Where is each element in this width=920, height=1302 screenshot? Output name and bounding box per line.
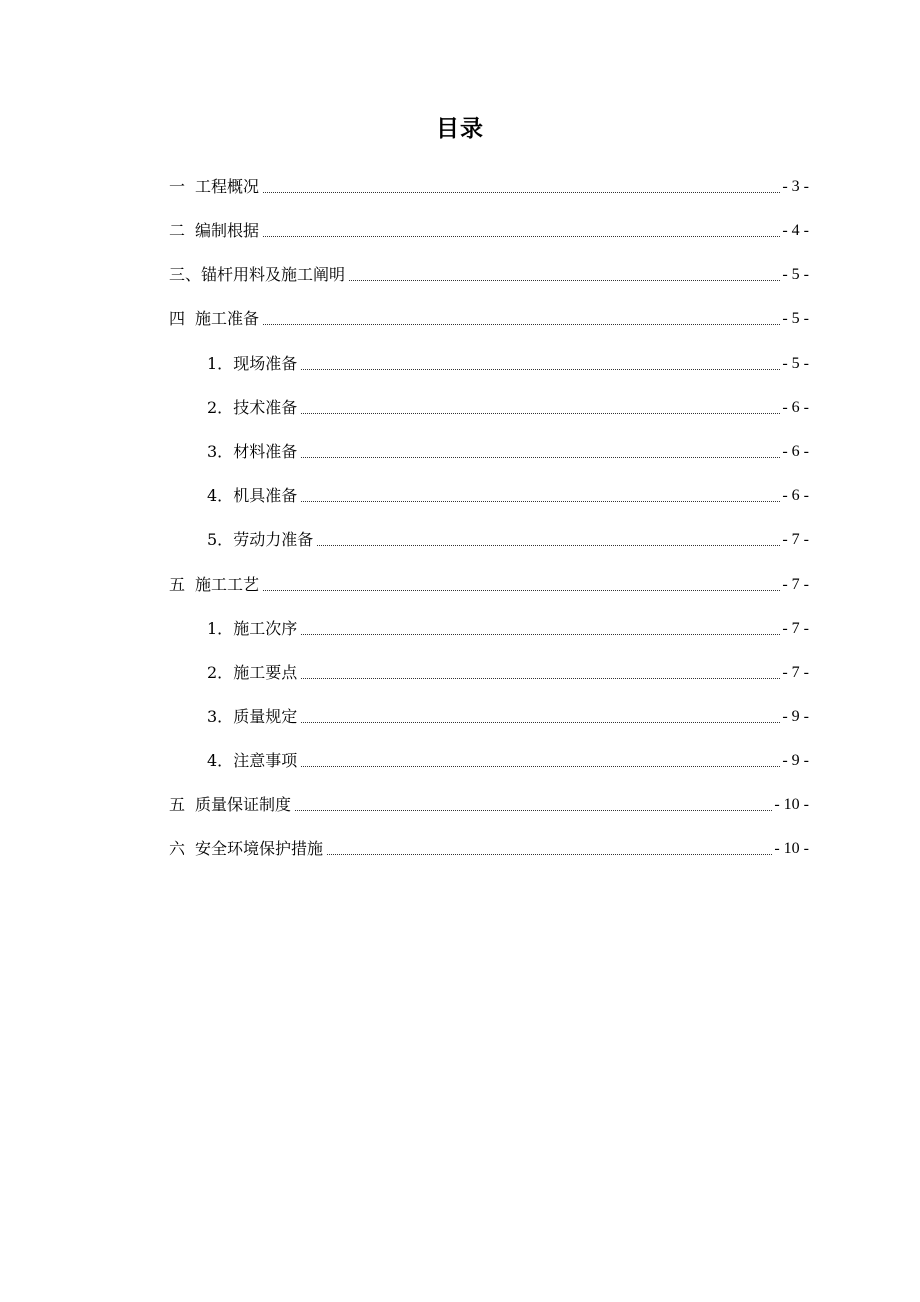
toc-entry-number: 四 (169, 309, 186, 328)
toc-leader-dots (263, 188, 780, 193)
toc-entry-number: 3． (207, 442, 234, 461)
toc-entry-number: 3． (207, 707, 234, 726)
toc-entry-text: 施工要点 (233, 663, 298, 682)
toc-entry-label (169, 176, 259, 198)
toc-subentry[interactable] (207, 477, 809, 507)
toc-leader-dots (301, 762, 780, 767)
toc-entry-number: 2． (207, 663, 234, 682)
toc-entry-number: 1． (207, 619, 234, 638)
toc-entry-text: 三、锚杆用料及施工阐明 (169, 265, 346, 284)
toc-entry-text: 质量规定 (233, 707, 298, 726)
toc-entry-number: 1． (207, 354, 234, 373)
toc-subentry[interactable] (207, 698, 809, 728)
toc-entry[interactable] (169, 830, 809, 860)
toc-leader-dots (301, 630, 780, 635)
toc-entry-number: 2． (207, 398, 234, 417)
toc-entry-label (207, 485, 297, 507)
toc-entry-label (207, 750, 297, 772)
toc-page-number: - 7 - (782, 620, 809, 637)
toc-entry-label (169, 308, 259, 330)
toc-entry-text: 质量保证制度 (195, 795, 292, 814)
toc-entry-text: 注意事项 (233, 751, 298, 770)
toc-subentry[interactable] (207, 433, 809, 463)
toc-entry-label (207, 397, 297, 419)
toc-entry-number: 六 (169, 839, 186, 858)
toc-entry-number: 一 (169, 177, 186, 196)
toc-entry-label (207, 618, 297, 640)
toc-page-number: - 4 - (782, 222, 809, 239)
toc-leader-dots (263, 232, 780, 237)
toc-subentry[interactable] (207, 654, 809, 684)
toc-entry-label (169, 574, 259, 596)
toc-entry-number: 4． (207, 751, 234, 770)
toc-page-number: - 6 - (782, 399, 809, 416)
toc-leader-dots (301, 497, 780, 502)
toc-entry-text: 安全环境保护措施 (195, 839, 324, 858)
toc-leader-dots (263, 320, 780, 325)
toc-entry-label (169, 220, 259, 242)
toc-entry-label (169, 838, 323, 860)
toc-page-number: - 7 - (782, 664, 809, 681)
toc-entry-number: 五 (169, 575, 186, 594)
toc-leader-dots (349, 276, 780, 281)
toc-entry-label (169, 794, 291, 816)
toc-entry-text: 编制根据 (195, 221, 260, 240)
toc-page-number: - 5 - (782, 266, 809, 283)
toc-entry-number: 二 (169, 221, 186, 240)
toc-subentry[interactable] (207, 389, 809, 419)
toc-page-number: - 9 - (782, 708, 809, 725)
toc-page-number: - 9 - (782, 752, 809, 769)
toc-entry-label (207, 353, 297, 375)
toc-page-number: - 6 - (782, 443, 809, 460)
toc-leader-dots (301, 365, 780, 370)
toc-leader-dots (317, 541, 780, 546)
toc-entry[interactable] (169, 256, 809, 286)
toc-entry-text: 施工工艺 (195, 575, 260, 594)
toc-entry-text: 施工准备 (195, 309, 260, 328)
toc-subentry[interactable] (207, 345, 809, 375)
toc-entry-label (169, 264, 345, 286)
toc-page-number: - 10 - (774, 840, 809, 857)
toc-entry[interactable] (169, 168, 809, 198)
toc-entry-text: 材料准备 (233, 442, 298, 461)
toc-page-number: - 5 - (782, 310, 809, 327)
toc-entry-text: 施工次序 (233, 619, 298, 638)
toc-subentry[interactable] (207, 742, 809, 772)
toc-entry-text: 劳动力准备 (233, 530, 314, 549)
toc-entry-number: 5． (207, 530, 234, 549)
toc-entry-text: 机具准备 (233, 486, 298, 505)
toc-entry[interactable] (169, 300, 809, 330)
toc-leader-dots (301, 674, 780, 679)
toc-leader-dots (327, 850, 772, 855)
toc-leader-dots (301, 409, 780, 414)
toc-page-number: - 10 - (774, 796, 809, 813)
toc-entry-text: 现场准备 (233, 354, 298, 373)
toc-title: 目录 (436, 116, 484, 142)
toc-subentry[interactable] (207, 610, 809, 640)
toc-page-number: - 3 - (782, 178, 809, 195)
toc-leader-dots (301, 453, 780, 458)
toc-page-number: - 7 - (782, 531, 809, 548)
toc-leader-dots (301, 718, 780, 723)
toc-leader-dots (295, 806, 772, 811)
toc-entry[interactable] (169, 212, 809, 242)
toc-entry-label (207, 706, 297, 728)
toc-page-number: - 5 - (782, 355, 809, 372)
toc-entry[interactable] (169, 566, 809, 596)
toc-entry-number: 4． (207, 486, 234, 505)
toc-leader-dots (263, 586, 780, 591)
toc-entry-text: 技术准备 (233, 398, 298, 417)
toc-subentry[interactable] (207, 521, 809, 551)
toc-entry[interactable] (169, 786, 809, 816)
toc-entry-label (207, 529, 313, 551)
toc-entry-text: 工程概况 (195, 177, 260, 196)
toc-entry-label (207, 662, 297, 684)
toc-page-number: - 7 - (782, 576, 809, 593)
toc-page-number: - 6 - (782, 487, 809, 504)
toc-entry-label (207, 441, 297, 463)
toc-entry-number: 五 (169, 795, 186, 814)
